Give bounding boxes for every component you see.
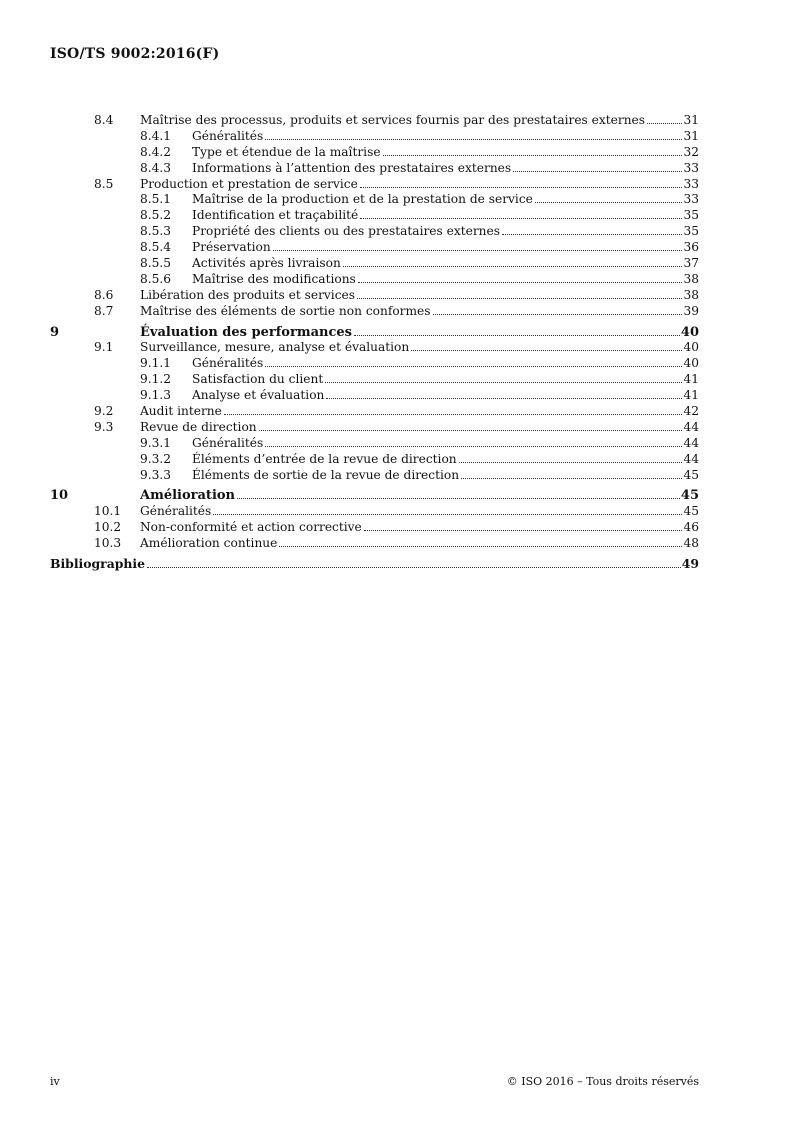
toc-entry-line xyxy=(192,192,699,208)
page-number: iv xyxy=(50,1075,60,1088)
toc-entry-page[interactable]: 48 xyxy=(683,536,699,551)
toc-entry-title[interactable]: Amélioration xyxy=(140,488,235,504)
toc-entry[interactable] xyxy=(50,468,699,484)
toc-entry-line xyxy=(192,436,699,452)
toc-entry-page[interactable]: 33 xyxy=(683,192,699,207)
toc-entry[interactable] xyxy=(50,192,699,208)
toc-entry-number: 9.1 xyxy=(94,340,114,355)
toc-entry-number: 10 xyxy=(50,488,69,504)
toc-leader-dots xyxy=(325,382,682,383)
toc-entry-page[interactable]: 35 xyxy=(683,208,699,223)
toc-leader-dots xyxy=(411,350,682,351)
toc-entry-number: 9.1.3 xyxy=(140,388,172,403)
toc-entry-page[interactable]: 45 xyxy=(683,504,699,519)
toc-entry-title[interactable]: Production et prestation de service xyxy=(140,176,358,191)
toc-leader-dots xyxy=(535,202,683,203)
toc-entry-page[interactable]: 40 xyxy=(683,356,699,371)
toc-entry-number: 8.4.1 xyxy=(140,128,172,143)
toc-entry-number: 8.5.2 xyxy=(140,208,172,223)
toc-entry[interactable] xyxy=(50,372,699,388)
toc-entry-line xyxy=(140,177,699,193)
toc-entry-number: 8.6 xyxy=(94,287,114,302)
toc-entry-line xyxy=(192,240,699,256)
toc-entry-page[interactable]: 44 xyxy=(683,451,699,466)
toc-entry-number: 9.3 xyxy=(94,419,114,434)
toc-entry[interactable] xyxy=(50,161,699,177)
toc-entry-number: 8.5.4 xyxy=(140,240,172,255)
toc-entry-number: 8.5.1 xyxy=(140,192,172,207)
toc-entry-line xyxy=(192,129,699,145)
toc-entry-page[interactable]: 44 xyxy=(683,419,699,434)
toc-entry-page[interactable]: 40 xyxy=(683,340,699,355)
toc-entry-number: 9.1.1 xyxy=(140,356,172,371)
toc-leader-dots xyxy=(265,139,682,140)
toc-entry-page[interactable]: 41 xyxy=(683,388,699,403)
toc-entry-title[interactable]: Amélioration continue xyxy=(140,536,278,551)
toc-entry-number: 8.7 xyxy=(94,303,114,318)
toc-leader-dots xyxy=(147,567,681,568)
toc-entry[interactable] xyxy=(50,304,699,320)
toc-leader-dots xyxy=(265,366,682,367)
toc-entry-line xyxy=(192,452,699,468)
toc-entry[interactable] xyxy=(50,340,699,356)
toc-leader-dots xyxy=(224,414,683,415)
toc-leader-dots xyxy=(343,266,683,267)
toc-entry-line xyxy=(192,256,699,272)
toc-leader-dots xyxy=(433,314,683,315)
copyright-notice: © ISO 2016 – Tous droits réservés xyxy=(506,1075,699,1088)
toc-entry-number: 8.4.2 xyxy=(140,144,172,159)
toc-entry-line xyxy=(192,388,699,404)
toc-leader-dots xyxy=(502,234,683,235)
toc-entry-page[interactable]: 38 xyxy=(683,287,699,302)
toc-entry[interactable] xyxy=(50,404,699,420)
toc-entry-title[interactable]: Audit interne xyxy=(140,404,222,419)
toc-entry-title[interactable]: Informations à l’attention des prestataires externes xyxy=(192,160,512,175)
toc-entry-title[interactable]: Généralités xyxy=(192,356,264,371)
toc-entry-number: 9.1.2 xyxy=(140,372,172,387)
toc-entry-line xyxy=(50,556,699,572)
toc-entry-line xyxy=(140,520,699,536)
toc-leader-dots xyxy=(360,187,683,188)
toc-entry-title[interactable]: Identification et traçabilité xyxy=(192,208,359,223)
toc-entry-title[interactable]: Éléments d’entrée de la revue de direction xyxy=(192,451,457,466)
toc-entry[interactable] xyxy=(50,356,699,372)
toc-leader-dots xyxy=(459,462,683,463)
toc-entry[interactable] xyxy=(50,452,699,468)
toc-entry-page[interactable]: 37 xyxy=(683,256,699,271)
toc-entry-page[interactable]: 49 xyxy=(681,556,699,572)
toc-entry-page[interactable]: 40 xyxy=(680,324,699,340)
toc-leader-dots xyxy=(461,478,682,479)
toc-entry[interactable] xyxy=(50,536,699,552)
toc-entry[interactable] xyxy=(50,129,699,145)
toc-entry[interactable] xyxy=(50,420,699,436)
toc-leader-dots xyxy=(364,530,683,531)
toc-entry-page[interactable]: 38 xyxy=(683,271,699,286)
toc-entry-line xyxy=(140,420,699,436)
toc-entry-line xyxy=(140,504,699,520)
toc-entry-line xyxy=(192,468,699,484)
toc-entry-page[interactable]: 36 xyxy=(683,240,699,255)
toc-entry-number: 9.3.2 xyxy=(140,451,172,466)
toc-entry-number: 10.3 xyxy=(94,536,122,551)
toc-entry-line xyxy=(140,404,699,420)
toc-leader-dots xyxy=(279,546,682,547)
toc-entry[interactable] xyxy=(50,145,699,161)
toc-leader-dots xyxy=(357,298,682,299)
toc-leader-dots xyxy=(273,250,683,251)
toc-entry-title[interactable]: Généralités xyxy=(192,435,264,450)
toc-entry[interactable] xyxy=(50,240,699,256)
toc-entry-page[interactable]: 45 xyxy=(680,488,699,504)
toc-entry-title[interactable]: Propriété des clients ou des prestataires externes xyxy=(192,224,500,239)
toc-entry-number: 8.5.6 xyxy=(140,271,172,286)
toc-leader-dots xyxy=(213,514,682,515)
toc-entry-line xyxy=(192,372,699,388)
toc-entry-title[interactable]: Maîtrise des modifications xyxy=(192,271,356,286)
toc-leader-dots xyxy=(237,498,680,499)
toc-entry-page[interactable]: 33 xyxy=(683,160,699,175)
toc-entry-page[interactable]: 41 xyxy=(683,372,699,387)
toc-entry-line xyxy=(192,208,699,224)
toc-entry-number: 10.2 xyxy=(94,520,122,535)
toc-entry[interactable] xyxy=(50,504,699,520)
toc-entry-number: 8.4.3 xyxy=(140,160,172,175)
toc-entry-title[interactable]: Libération des produits et services xyxy=(140,287,355,302)
toc-entry[interactable] xyxy=(50,488,699,504)
toc-entry-line xyxy=(192,161,699,177)
toc-entry-page[interactable]: 44 xyxy=(683,435,699,450)
toc-entry[interactable] xyxy=(50,288,699,304)
toc-entry[interactable] xyxy=(50,208,699,224)
toc-entry-number: 8.5.5 xyxy=(140,256,172,271)
toc-entry-title[interactable]: Analyse et évaluation xyxy=(192,388,325,403)
toc-entry-page[interactable]: 45 xyxy=(683,467,699,482)
toc-leader-dots xyxy=(326,398,682,399)
toc-entry-title[interactable]: Maîtrise de la production et de la prestation de service xyxy=(192,192,533,207)
toc-entry-title[interactable]: Maîtrise des processus, produits et services fournis par des prestataires externes xyxy=(140,113,646,127)
toc-entry[interactable] xyxy=(50,177,699,193)
toc-entry[interactable] xyxy=(50,272,699,288)
toc-entry-page[interactable]: 39 xyxy=(683,303,699,318)
toc-entry[interactable] xyxy=(50,436,699,452)
toc-entry-title[interactable]: Type et étendue de la maîtrise xyxy=(192,144,381,159)
toc-entry[interactable] xyxy=(50,224,699,240)
toc-entry-line xyxy=(140,325,699,341)
toc-entry-title[interactable]: Généralités xyxy=(140,504,212,519)
toc-entry[interactable] xyxy=(50,325,699,341)
toc-entry-line xyxy=(192,272,699,288)
toc-entry-number: 8.4 xyxy=(94,113,114,127)
toc-leader-dots xyxy=(265,446,682,447)
toc-entry[interactable] xyxy=(50,556,699,572)
toc-entry-line xyxy=(140,488,699,504)
toc-leader-dots xyxy=(358,282,683,283)
toc-entry-number: 8.5.3 xyxy=(140,224,172,239)
toc-entry-number: 9.3.3 xyxy=(140,467,172,482)
toc-leader-dots xyxy=(259,430,683,431)
toc-entry-title[interactable]: Non-conformité et action corrective xyxy=(140,520,362,535)
toc-entry[interactable] xyxy=(50,113,699,129)
toc-entry-page[interactable]: 35 xyxy=(683,224,699,239)
toc-entry-number: 10.1 xyxy=(94,504,122,519)
toc-leader-dots xyxy=(354,335,680,336)
toc-entry-number: 9.2 xyxy=(94,404,114,419)
toc-entry-title[interactable]: Éléments de sortie de la revue de direction xyxy=(192,467,460,482)
toc-entry-title[interactable]: Préservation xyxy=(192,240,271,255)
document-id: ISO/TS 9002:2016(F) xyxy=(50,46,220,62)
toc-leader-dots xyxy=(360,218,682,219)
toc-entry-number: 9 xyxy=(50,324,60,340)
toc-entry-number: 9.3.1 xyxy=(140,435,172,450)
toc-entry-title[interactable]: Maîtrise des éléments de sortie non conformes xyxy=(140,303,431,318)
toc-entry-line xyxy=(192,224,699,240)
toc-entry-page[interactable]: 46 xyxy=(683,520,699,535)
toc-entry-line xyxy=(192,145,699,161)
toc-entry-line xyxy=(140,304,699,320)
toc-entry[interactable] xyxy=(50,256,699,272)
toc-entry-title[interactable]: Surveillance, mesure, analyse et évaluation xyxy=(140,340,410,355)
toc-entry-title[interactable]: Généralités xyxy=(192,128,264,143)
toc-entry-number: 8.5 xyxy=(94,176,114,191)
toc-entry-page[interactable]: 32 xyxy=(683,144,699,159)
toc-entry-page[interactable]: 31 xyxy=(683,128,699,143)
toc-entry-page[interactable]: 42 xyxy=(683,404,699,419)
toc-leader-dots xyxy=(513,171,682,172)
toc-leader-dots xyxy=(647,123,682,124)
toc-entry-title[interactable]: Évaluation des performances xyxy=(140,324,352,340)
toc-entry-line xyxy=(140,536,699,552)
toc-entry[interactable] xyxy=(50,388,699,404)
toc-entry-line xyxy=(140,288,699,304)
toc-entry-title[interactable]: Activités après livraison xyxy=(192,256,341,271)
toc-entry-page[interactable]: 31 xyxy=(683,113,699,127)
toc-entry-title[interactable]: Satisfaction du client xyxy=(192,372,324,387)
toc-entry-line xyxy=(140,340,699,356)
table-of-contents xyxy=(50,113,699,572)
toc-entry[interactable] xyxy=(50,520,699,536)
toc-entry-line xyxy=(192,356,699,372)
toc-entry-title[interactable]: Revue de direction xyxy=(140,419,257,434)
toc-entry-page[interactable]: 33 xyxy=(683,176,699,191)
toc-entry-line xyxy=(140,113,699,129)
toc-leader-dots xyxy=(383,155,683,156)
toc-entry-title[interactable]: Bibliographie xyxy=(50,556,146,572)
